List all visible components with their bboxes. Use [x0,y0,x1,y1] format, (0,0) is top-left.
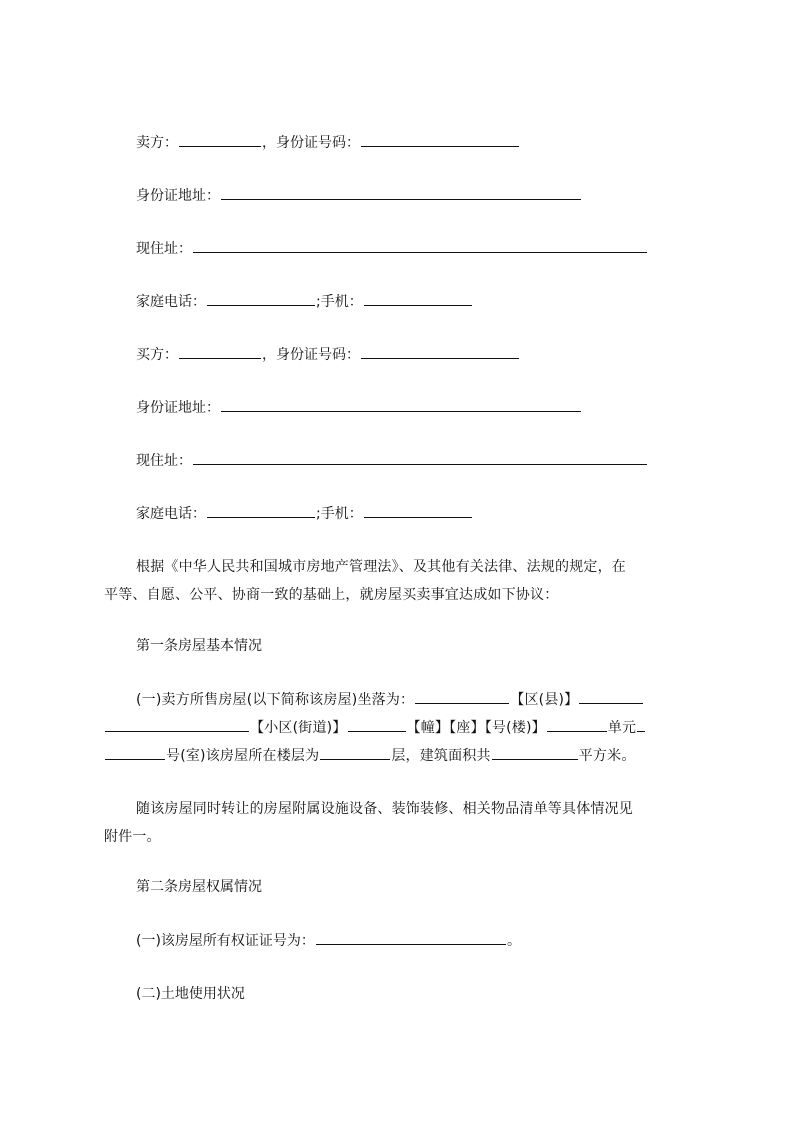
seller-current-address-blank[interactable] [193,239,647,253]
unit-label: 单元 [607,720,637,736]
buyer-current-address-label: 现住址： [136,453,192,469]
preamble-paragraph [104,553,696,609]
clause-1-location-label: (一)卖方所售房屋(以下简称该房屋)坐落为： [136,692,415,708]
clause-1-line-3 [104,742,696,770]
area-blank[interactable] [492,746,578,760]
buyer-id-address-blank[interactable] [221,398,581,412]
seller-label: 卖方： [136,135,178,151]
community-label: 【小区(街道)】 [250,720,347,736]
buyer-id-address-label: 身份证地址： [136,400,220,416]
district-blank[interactable] [579,690,643,704]
buyer-line [136,345,520,364]
seller-phone-line [136,292,473,311]
preamble-line-2: 平等、自愿、公平、协商一致的基础上，就房屋买卖事宜达成如下协议： [104,587,559,603]
buyer-label: 买方： [136,347,178,363]
seller-home-phone-label: 家庭电话： [136,294,206,310]
seller-id-address-label: 身份证地址： [136,188,220,204]
seller-line [136,133,520,152]
attachment-line-1: 随该房屋同时转让的房屋附属设施设备、装饰装修、相关物品清单等具体情况见 [136,801,633,817]
district-label: 【区(县)】 [510,692,579,708]
buyer-home-phone-blank[interactable] [207,504,315,518]
buyer-mobile-label: ;手机： [316,506,363,522]
building-label: 【幢】【座】【号(楼)】 [406,720,546,736]
ownership-cert-end: 。 [506,933,521,949]
article-2-title: 第二条房屋权属情况 [136,879,262,895]
seller-id-address-line [136,186,582,205]
floor-label: 层，建筑面积共 [391,748,491,764]
seller-current-address-label: 现住址： [136,241,192,257]
buyer-current-address-blank[interactable] [193,451,647,465]
buyer-current-address-line [136,451,648,470]
unit-blank[interactable] [637,718,645,732]
community-blank-1[interactable] [105,718,249,732]
seller-id-address-blank[interactable] [221,186,581,200]
buyer-id-label: ，身份证号码： [262,347,360,363]
attachment-paragraph [104,795,696,851]
preamble-line-1: 根据《中华人民共和国城市房地产管理法》、及其他有关法律、法规的规定，在 [136,559,626,575]
room-blank[interactable] [105,746,165,760]
seller-id-blank[interactable] [361,133,519,147]
seller-current-address-line [136,239,648,258]
buyer-name-blank[interactable] [179,345,261,359]
buyer-phone-line [136,504,473,523]
ownership-cert-blank[interactable] [316,931,506,945]
ownership-cert-label: (一)该房屋所有权证证号为： [136,933,315,949]
seller-id-label: ，身份证号码： [262,135,360,151]
building-blank[interactable] [547,718,607,732]
buyer-mobile-blank[interactable] [364,504,472,518]
seller-home-phone-blank[interactable] [207,292,315,306]
seller-mobile-label: ;手机： [316,294,363,310]
area-unit-label: 平方米。 [578,748,636,764]
community-blank-2[interactable] [348,718,406,732]
buyer-id-blank[interactable] [361,345,519,359]
article-1-title: 第一条房屋基本情况 [136,638,262,654]
clause-1-line-2 [104,714,696,742]
floor-blank[interactable] [320,746,390,760]
buyer-home-phone-label: 家庭电话： [136,506,206,522]
article-1-clause-1 [104,686,696,770]
seller-name-blank[interactable] [179,133,261,147]
buyer-id-address-line [136,398,582,417]
article-2-clause-1 [136,931,521,950]
location-blank-1[interactable] [415,690,509,704]
article-2-clause-2: (二)土地使用状况 [136,986,245,1002]
room-label: 号(室)该房屋所在楼层为 [166,748,320,764]
attachment-line-2: 附件一。 [104,829,161,845]
clause-1-line-1 [104,686,696,714]
seller-mobile-blank[interactable] [364,292,472,306]
